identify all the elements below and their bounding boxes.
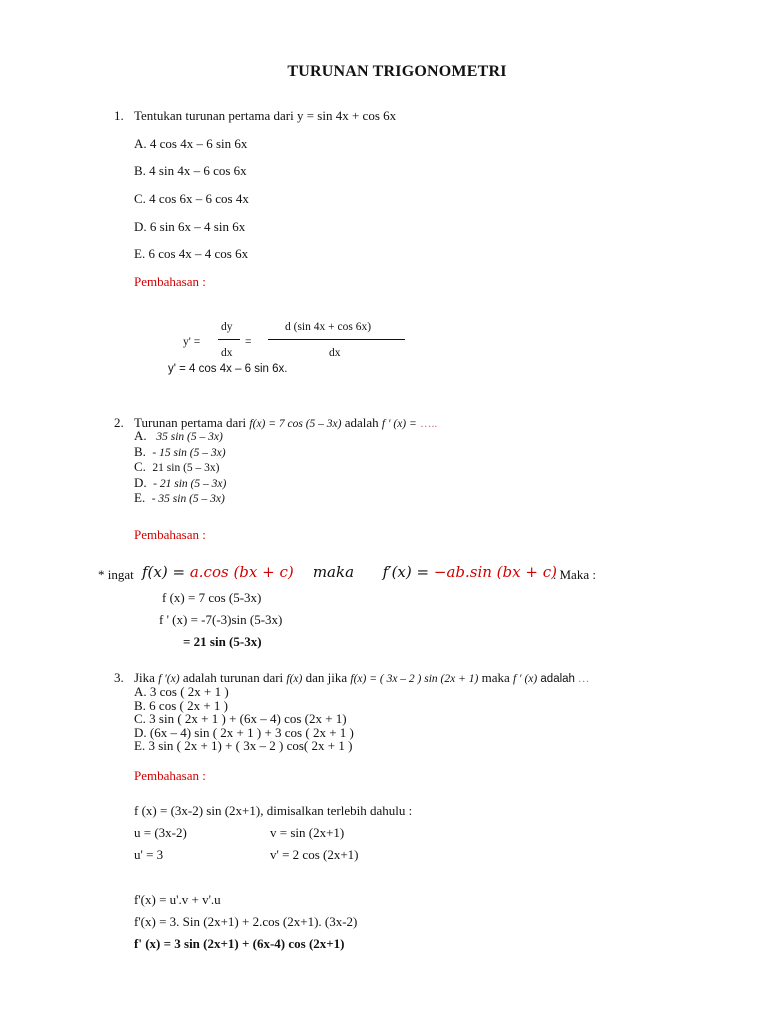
q2-step2: f ' (x) = -7(-3)sin (5-3x) <box>159 612 283 627</box>
q3-result3: f' (x) = 3 sin (2x+1) + (6x-4) cos (2x+1) <box>134 936 345 951</box>
q2-dots: ….. <box>420 418 438 430</box>
q1-question: Tentukan turunan pertama dari y = sin 4x + cos 6x <box>134 108 397 123</box>
q2-rule-maka: maka <box>312 563 355 581</box>
q2-option-c: C. 21 sin (5 – 3x) <box>134 459 220 475</box>
q1-option-a: A. 4 cos 4x – 6 sin 6x <box>134 136 248 151</box>
q2-prefix: Turunan pertama dari <box>134 415 250 430</box>
page-title: TURUNAN TRIGONOMETRI <box>287 63 507 80</box>
q3-v: v = sin (2x+1) <box>270 825 345 840</box>
q1-result: y' = 4 cos 4x – 6 sin 6x. <box>168 363 288 375</box>
q2-middle: adalah <box>341 415 382 430</box>
q3-result2: f'(x) = 3. Sin (2x+1) + 2.cos (2x+1). (3x-2) <box>134 914 358 929</box>
q1-numerator: d (sin 4x + cos 6x) <box>285 321 372 333</box>
q3-result1: f'(x) = u'.v + v'.u <box>134 892 221 907</box>
q2-step1: f (x) = 7 cos (5-3x) <box>162 590 262 605</box>
q3-number: 3. <box>114 670 124 685</box>
q1-denominator: dx <box>329 347 341 359</box>
q1-equals: = <box>245 336 252 348</box>
q1-dx: dx <box>221 347 233 359</box>
q3-options <box>134 685 354 753</box>
q3-option-c: C. 3 sin ( 2x + 1 ) + (6x – 4) cos (2x + 1) <box>134 711 347 727</box>
q1-option-e: E. 6 cos 4x – 4 cos 6x <box>134 246 249 261</box>
q2-fx: f(x) = 7 cos (5 – 3x) <box>249 418 342 430</box>
q3-option-d: D. (6x – 4) sin ( 2x + 1 ) + 3 cos ( 2x + 1 ) <box>134 724 354 740</box>
q2-option-d: D. - 21 sin (5 – 3x) <box>134 474 227 490</box>
q3-pembahasan: Pembahasan : <box>134 768 206 783</box>
q3-u: u = (3x-2) <box>134 825 187 840</box>
q3-question: Jika f ′(x) adalah turunan dari f(x) dan jika f(x) = ( 3x – 2 ) sin (2x + 1) maka f ′ (x) adalah … <box>134 670 590 685</box>
q2-rule-f: f(x) = <box>142 563 186 581</box>
q1-option-b: B. 4 sin 4x – 6 cos 6x <box>134 163 247 178</box>
q1-option-d: D. 6 sin 6x – 4 sin 6x <box>134 219 246 234</box>
q2-fpx: f ′ (x) = <box>381 418 417 430</box>
q2-option-e: E. - 35 sin (5 – 3x) <box>134 490 225 506</box>
q2-rule-formula <box>142 563 557 581</box>
q2-maka: . Maka : <box>553 567 596 582</box>
q3-option-b: B. 6 cos ( 2x + 1 ) <box>134 697 228 713</box>
q3-du: u' = 3 <box>134 847 164 862</box>
q1-option-c: C. 4 cos 6x – 6 cos 4x <box>134 191 249 206</box>
q3-option-a: A. 3 cos ( 2x + 1 ) <box>134 684 229 699</box>
q1-dy: dy <box>221 321 233 333</box>
q2-number: 2. <box>114 415 124 430</box>
q2-option-a: A. 35 sin (5 – 3x) <box>134 428 223 443</box>
q2-pembahasan: Pembahasan : <box>134 527 206 542</box>
q1-pembahasan: Pembahasan : <box>134 274 206 289</box>
q2-rule-red: a.cos (bx + c) <box>189 563 294 581</box>
q1-fraction-line-1 <box>218 339 240 340</box>
q1-number: 1. <box>114 108 124 123</box>
q2-rule-fp: f′(x) = <box>382 563 430 581</box>
q3-dv: v' = 2 cos (2x+1) <box>270 847 359 862</box>
q2-option-b: B. - 15 sin (5 – 3x) <box>134 443 226 459</box>
q2-rule-red2: −ab.sin (bx + c) <box>433 563 557 581</box>
q3-option-e: E. 3 sin ( 2x + 1) + ( 3x – 2 ) cos( 2x + 1 ) <box>134 738 353 754</box>
q1-y-prime: y' = <box>183 336 201 348</box>
q3-line1: f (x) = (3x-2) sin (2x+1), dimisalkan terlebih dahulu : <box>134 803 413 818</box>
q2-options <box>134 429 226 507</box>
q1-fraction-line-2 <box>268 339 405 340</box>
q2-ingat: * ingat <box>98 567 134 582</box>
q2-step3: = 21 sin (5-3x) <box>183 634 262 649</box>
